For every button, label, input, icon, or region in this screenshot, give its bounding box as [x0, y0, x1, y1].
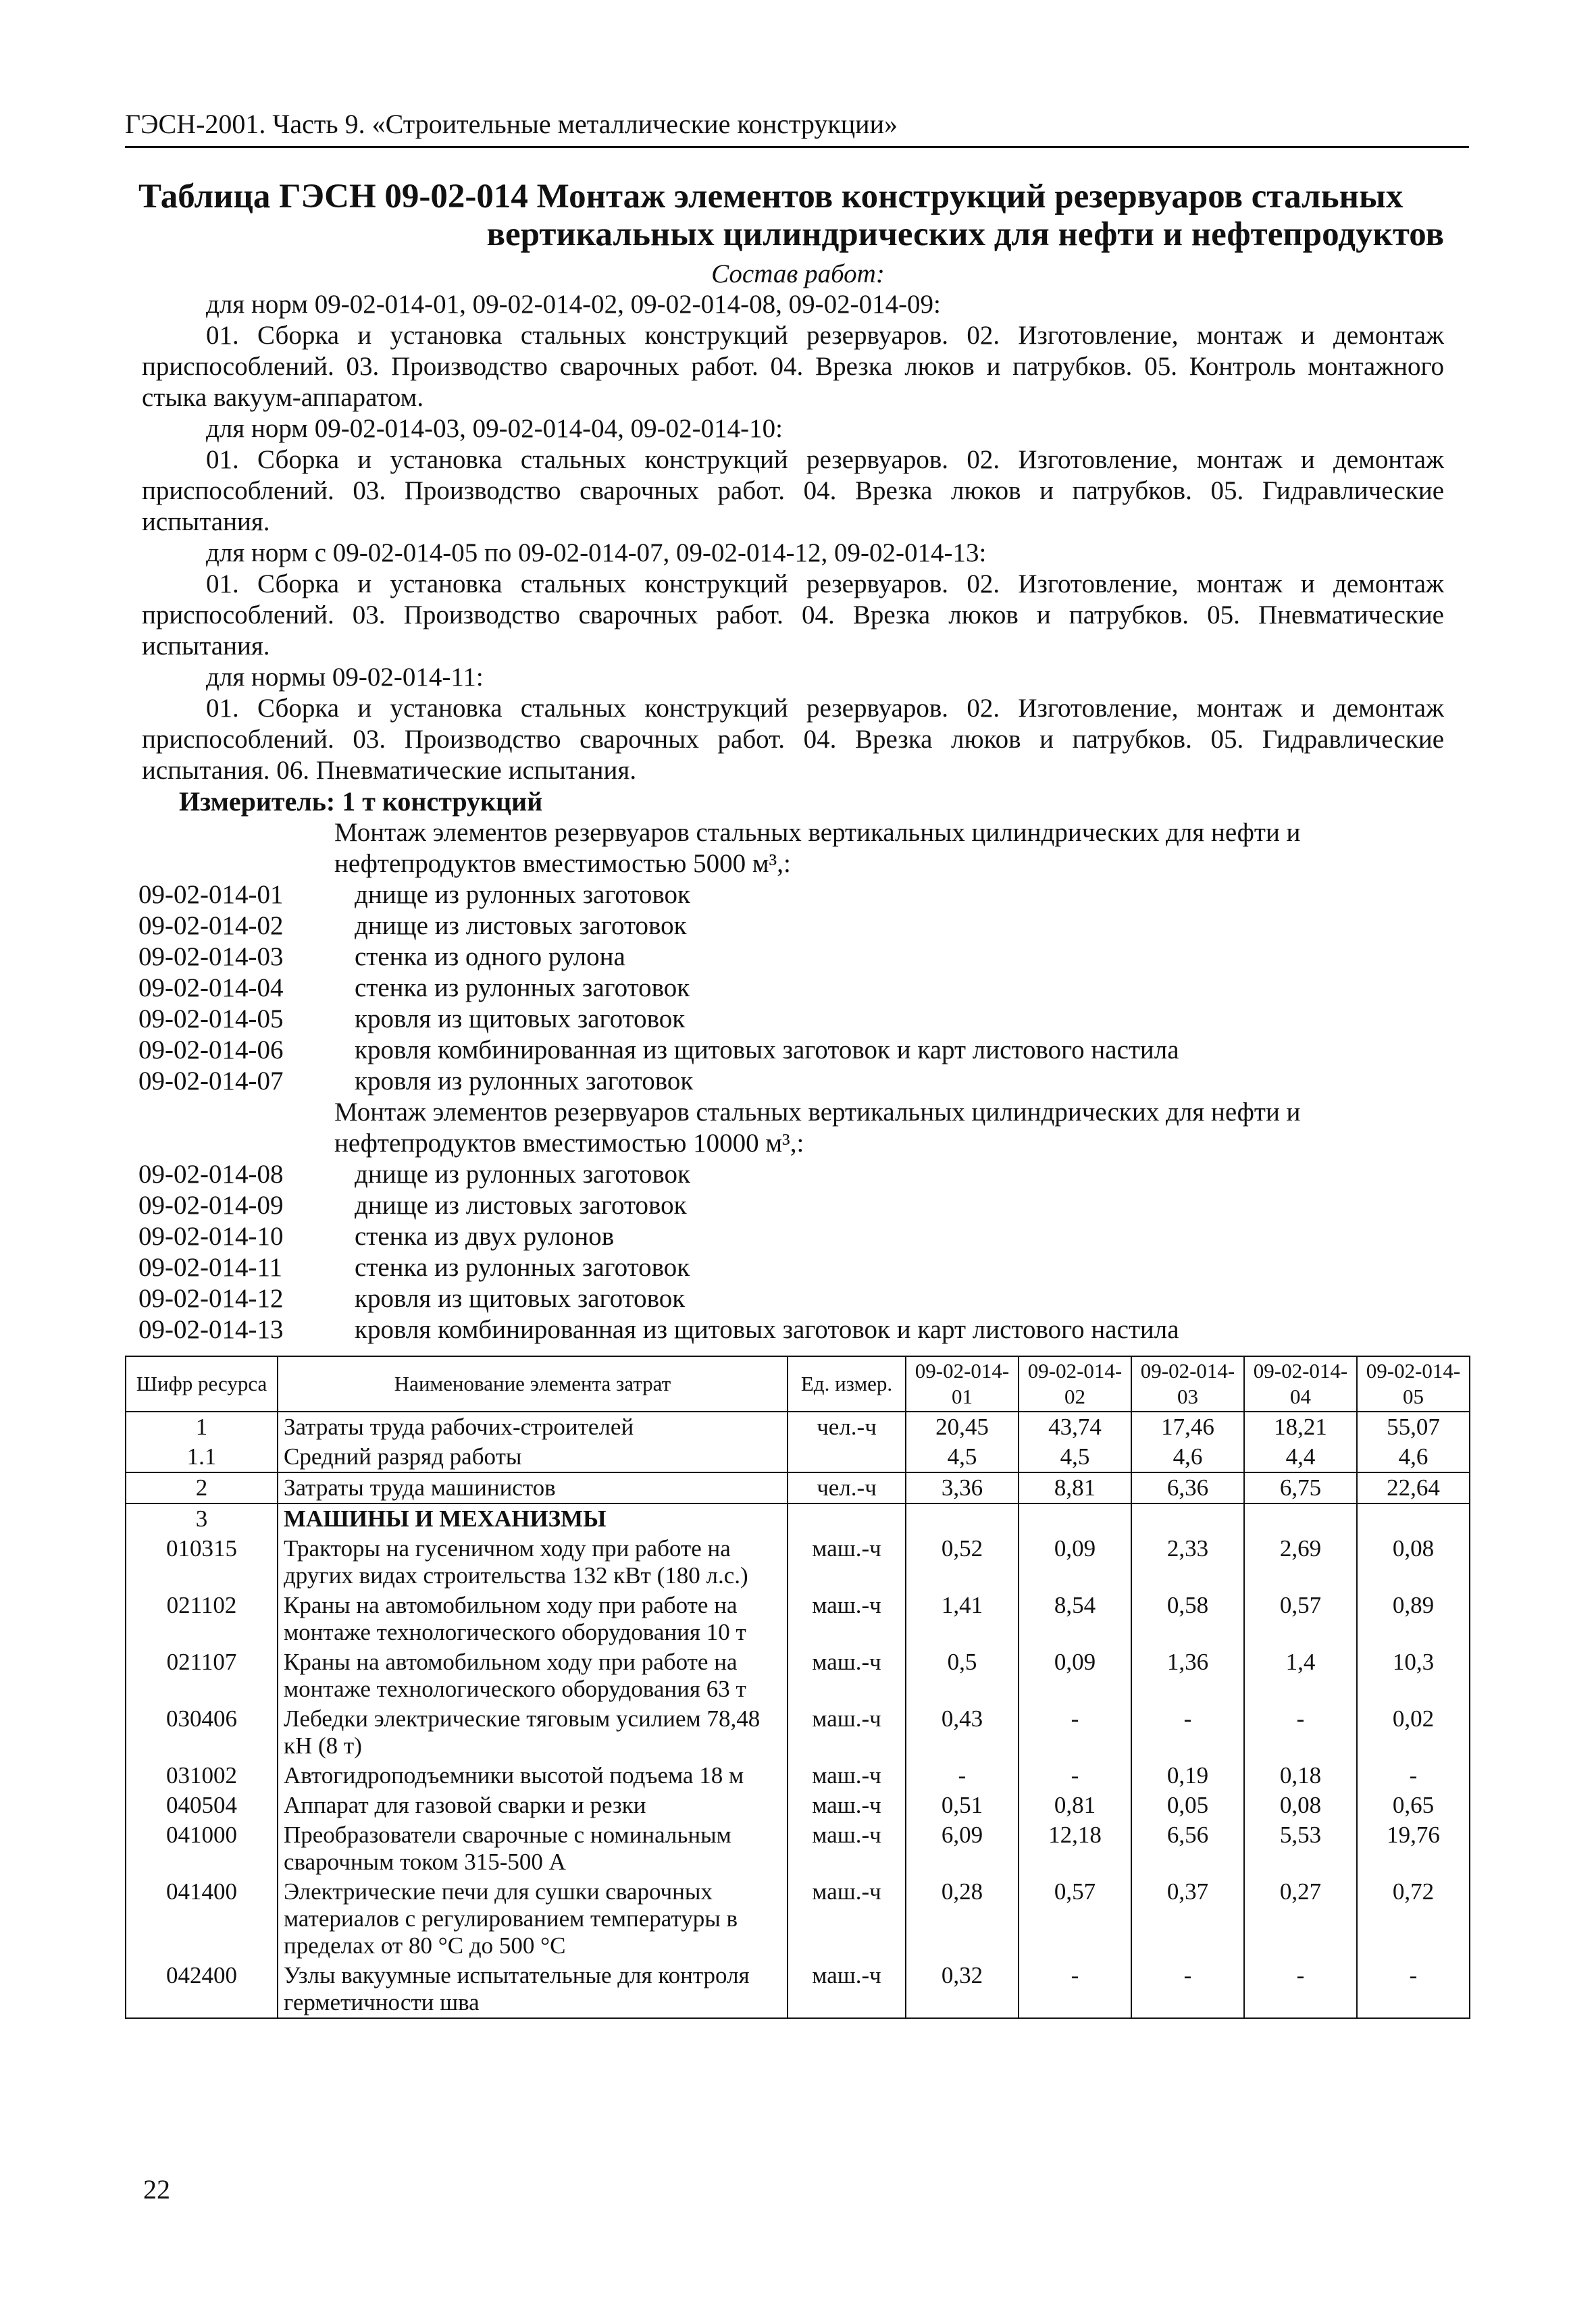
table-row [126, 1503, 1470, 1534]
value-cell [906, 1503, 1019, 1534]
resource-unit: чел.-ч [788, 1412, 906, 1442]
work-composition-3: 01. Сборка и установка стальных конструкций резервуаров. 02. Изготовление, монтаж и демонтаж приспособлений. 03. Производство сварочных работ. 04. Врезка люков и патрубков. 05. Пневматические испытания. [142, 569, 1444, 661]
table-row [126, 1820, 1470, 1877]
table-row [126, 1647, 1470, 1704]
value-cell: - [1131, 1704, 1244, 1761]
value-cell: 20,45 [906, 1412, 1019, 1442]
value-cell: 55,07 [1357, 1412, 1470, 1442]
value-cell: 8,81 [1019, 1472, 1131, 1503]
norm-description: кровля из щитовых заготовок [355, 1284, 686, 1313]
norm-description: кровля из рулонных заготовок [355, 1066, 694, 1096]
resource-code: 041400 [126, 1877, 278, 1961]
col-header-name: Наименование элемента затрат [278, 1356, 788, 1412]
group-1-title: Монтаж элементов резервуаров стальных вертикальных цилиндрических для нефти и нефтепродуктов вместимостью 5000 м³,: [334, 818, 1301, 878]
resource-name: Узлы вакуумные испытательные для контроля герметичности шва [278, 1961, 788, 2018]
value-cell: 3,36 [906, 1472, 1019, 1503]
resource-name: Краны на автомобильном ходу при работе на монтаже технологического оборудования 63 т [278, 1647, 788, 1704]
value-cell: 0,57 [1019, 1877, 1131, 1961]
value-cell: 0,32 [906, 1961, 1019, 2018]
value-cell: 19,76 [1357, 1820, 1470, 1877]
value-cell: 4,5 [1019, 1442, 1131, 1472]
norm-code: 09-02-014-02 [138, 911, 284, 940]
col-header-unit: Ед. измер. [788, 1356, 906, 1412]
norm-description: стенка из одного рулона [355, 942, 625, 971]
resource-unit [788, 1442, 906, 1472]
header-rule [125, 146, 1469, 148]
value-cell: - [1357, 1761, 1470, 1791]
norm-description: стенка из рулонных заготовок [355, 1253, 690, 1282]
norm-code: 09-02-014-09 [138, 1191, 284, 1220]
value-cell: 6,36 [1131, 1472, 1244, 1503]
norm-code: 09-02-014-01 [138, 880, 284, 909]
value-cell: 0,02 [1357, 1704, 1470, 1761]
value-cell: 0,72 [1357, 1877, 1470, 1961]
value-cell: 4,6 [1357, 1442, 1470, 1472]
norm-code: 09-02-014-03 [138, 942, 284, 971]
col-header-norm: 09-02-014-02 [1019, 1356, 1131, 1412]
norm-code: 09-02-014-12 [138, 1284, 284, 1313]
measure-unit: Измеритель: 1 т конструкций [179, 786, 543, 817]
work-composition-heading: Состав работ: [711, 259, 885, 288]
value-cell: 0,57 [1244, 1591, 1357, 1647]
value-cell: - [1019, 1704, 1131, 1761]
norm-code: 09-02-014-06 [138, 1035, 284, 1064]
table-row [126, 1961, 1470, 2018]
resource-code: 040504 [126, 1791, 278, 1820]
value-cell: - [1244, 1961, 1357, 2018]
resource-name: Тракторы на гусеничном ходу при работе на других видах строительства 132 кВт (180 л.с.) [278, 1534, 788, 1591]
table-row [126, 1412, 1470, 1442]
resources-table [125, 1356, 1470, 2019]
value-cell [1244, 1503, 1357, 1534]
resource-code: 2 [126, 1472, 278, 1503]
norm-description: кровля из щитовых заготовок [355, 1004, 686, 1033]
norm-description: днище из листовых заготовок [355, 911, 687, 940]
value-cell: 5,53 [1244, 1820, 1357, 1877]
value-cell: 0,08 [1244, 1791, 1357, 1820]
resource-unit [788, 1503, 906, 1534]
value-cell: - [1131, 1961, 1244, 2018]
value-cell: 22,64 [1357, 1472, 1470, 1503]
value-cell: 0,09 [1019, 1647, 1131, 1704]
value-cell: 2,69 [1244, 1534, 1357, 1591]
section-heading: МАШИНЫ И МЕХАНИЗМЫ [278, 1503, 788, 1534]
value-cell: 12,18 [1019, 1820, 1131, 1877]
value-cell: 8,54 [1019, 1591, 1131, 1647]
value-cell: 0,5 [906, 1647, 1019, 1704]
value-cell: 6,75 [1244, 1472, 1357, 1503]
resource-name: Электрические печи для сушки сварочных материалов с регулированием температуры в пределах от 80 °С до 500 °С [278, 1877, 788, 1961]
value-cell: 0,51 [906, 1791, 1019, 1820]
value-cell: 43,74 [1019, 1412, 1131, 1442]
value-cell: 1,4 [1244, 1647, 1357, 1704]
norm-code: 09-02-014-11 [138, 1253, 283, 1282]
resource-name: Затраты труда рабочих-строителей [278, 1412, 788, 1442]
value-cell [1131, 1503, 1244, 1534]
value-cell: 0,08 [1357, 1534, 1470, 1591]
resource-unit: маш.-ч [788, 1877, 906, 1961]
resource-code: 042400 [126, 1961, 278, 2018]
value-cell: - [1019, 1761, 1131, 1791]
table-header-row [126, 1356, 1470, 1412]
norm-description: кровля комбинированная из щитовых заготовок и карт листового настила [355, 1035, 1179, 1064]
norm-description: днище из листовых заготовок [355, 1191, 687, 1220]
running-header: ГЭСН-2001. Часть 9. «Строительные металлические конструкции» [125, 109, 898, 139]
value-cell: 0,37 [1131, 1877, 1244, 1961]
table-row [126, 1472, 1470, 1503]
table-title-line-2: вертикальных цилиндрических для нефти и нефтепродуктов [486, 215, 1444, 253]
value-cell [1019, 1503, 1131, 1534]
resource-name: Аппарат для газовой сварки и резки [278, 1791, 788, 1820]
value-cell: 10,3 [1357, 1647, 1470, 1704]
col-header-norm: 09-02-014-05 [1357, 1356, 1470, 1412]
value-cell: 18,21 [1244, 1412, 1357, 1442]
work-composition-2: 01. Сборка и установка стальных конструкций резервуаров. 02. Изготовление, монтаж и демонтаж приспособлений. 03. Производство сварочных работ. 04. Врезка люков и патрубков. 05. Гидравлические испытания. [142, 445, 1444, 536]
norms-scope-4: для нормы 09-02-014-11: [206, 663, 484, 692]
norm-description: стенка из рулонных заготовок [355, 973, 690, 1002]
resource-name: Средний разряд работы [278, 1442, 788, 1472]
resource-code: 1.1 [126, 1442, 278, 1472]
resource-unit: маш.-ч [788, 1820, 906, 1877]
value-cell: 0,27 [1244, 1877, 1357, 1961]
value-cell: 0,89 [1357, 1591, 1470, 1647]
resource-code: 010315 [126, 1534, 278, 1591]
norm-code: 09-02-014-07 [138, 1066, 284, 1096]
value-cell: - [1357, 1961, 1470, 2018]
value-cell: 1,36 [1131, 1647, 1244, 1704]
value-cell: - [1244, 1704, 1357, 1761]
value-cell: - [906, 1761, 1019, 1791]
resource-unit: маш.-ч [788, 1704, 906, 1761]
value-cell: 0,05 [1131, 1791, 1244, 1820]
norm-description: кровля комбинированная из щитовых заготовок и карт листового настила [355, 1315, 1179, 1344]
resource-unit: маш.-ч [788, 1791, 906, 1820]
value-cell: 0,65 [1357, 1791, 1470, 1820]
resource-code: 3 [126, 1503, 278, 1534]
resource-unit: маш.-ч [788, 1761, 906, 1791]
value-cell: 0,81 [1019, 1791, 1131, 1820]
value-cell: 0,43 [906, 1704, 1019, 1761]
value-cell: 0,18 [1244, 1761, 1357, 1791]
norm-code: 09-02-014-10 [138, 1222, 284, 1251]
value-cell: 2,33 [1131, 1534, 1244, 1591]
table-row [126, 1704, 1470, 1761]
table-row [126, 1877, 1470, 1961]
norms-scope-1: для норм 09-02-014-01, 09-02-014-02, 09-02-014-08, 09-02-014-09: [206, 290, 941, 319]
norm-description: днище из рулонных заготовок [355, 1160, 690, 1189]
table-title-line-1: Таблица ГЭСН 09-02-014 Монтаж элементов конструкций резервуаров стальных [138, 178, 1404, 215]
col-header-norm: 09-02-014-03 [1131, 1356, 1244, 1412]
col-header-norm: 09-02-014-04 [1244, 1356, 1357, 1412]
table-row [126, 1791, 1470, 1820]
resource-code: 030406 [126, 1704, 278, 1761]
norm-code: 09-02-014-04 [138, 973, 284, 1002]
resource-code: 021107 [126, 1647, 278, 1704]
table-row [126, 1591, 1470, 1647]
norms-scope-3: для норм с 09-02-014-05 по 09-02-014-07, 09-02-014-12, 09-02-014-13: [206, 538, 987, 567]
value-cell: 0,52 [906, 1534, 1019, 1591]
resource-unit: маш.-ч [788, 1961, 906, 2018]
resource-code: 031002 [126, 1761, 278, 1791]
resource-name: Лебедки электрические тяговым усилием 78,48 кН (8 т) [278, 1704, 788, 1761]
resource-unit: маш.-ч [788, 1534, 906, 1591]
resource-unit: маш.-ч [788, 1591, 906, 1647]
resource-name: Преобразователи сварочные с номинальным сварочным током 315-500 А [278, 1820, 788, 1877]
value-cell: 6,56 [1131, 1820, 1244, 1877]
value-cell: 17,46 [1131, 1412, 1244, 1442]
value-cell: 4,5 [906, 1442, 1019, 1472]
norms-scope-2: для норм 09-02-014-03, 09-02-014-04, 09-02-014-10: [206, 414, 783, 443]
norm-code: 09-02-014-08 [138, 1160, 284, 1189]
work-composition-4: 01. Сборка и установка стальных конструкций резервуаров. 02. Изготовление, монтаж и демонтаж приспособлений. 03. Производство сварочных работ. 04. Врезка люков и патрубков. 05. Гидравлические испытания. 06. Пневматические испытания. [142, 694, 1444, 785]
col-header-code: Шифр ресурса [126, 1356, 278, 1412]
resource-code: 041000 [126, 1820, 278, 1877]
norm-code: 09-02-014-05 [138, 1004, 284, 1033]
value-cell: 4,6 [1131, 1442, 1244, 1472]
value-cell: 0,58 [1131, 1591, 1244, 1647]
resource-unit: чел.-ч [788, 1472, 906, 1503]
resource-name: Автогидроподъемники высотой подъема 18 м [278, 1761, 788, 1791]
page-number: 22 [143, 2174, 170, 2205]
value-cell: 1,41 [906, 1591, 1019, 1647]
value-cell: 0,09 [1019, 1534, 1131, 1591]
value-cell: 6,09 [906, 1820, 1019, 1877]
value-cell: - [1019, 1961, 1131, 2018]
norm-description: днище из рулонных заготовок [355, 880, 690, 909]
value-cell [1357, 1503, 1470, 1534]
resource-unit: маш.-ч [788, 1647, 906, 1704]
table-row [126, 1442, 1470, 1472]
value-cell: 4,4 [1244, 1442, 1357, 1472]
value-cell: 0,19 [1131, 1761, 1244, 1791]
table-row [126, 1761, 1470, 1791]
resource-name: Краны на автомобильном ходу при работе на монтаже технологического оборудования 10 т [278, 1591, 788, 1647]
group-2-title: Монтаж элементов резервуаров стальных вертикальных цилиндрических для нефти и нефтепродуктов вместимостью 10000 м³,: [334, 1098, 1301, 1158]
norm-description: стенка из двух рулонов [355, 1222, 615, 1251]
value-cell: 0,28 [906, 1877, 1019, 1961]
resource-code: 1 [126, 1412, 278, 1442]
table-row [126, 1534, 1470, 1591]
resource-name: Затраты труда машинистов [278, 1472, 788, 1503]
resource-code: 021102 [126, 1591, 278, 1647]
norm-code: 09-02-014-13 [138, 1315, 284, 1344]
work-composition-1: 01. Сборка и установка стальных конструкций резервуаров. 02. Изготовление, монтаж и демонтаж приспособлений. 03. Производство сварочных работ. 04. Врезка люков и патрубков. 05. Контроль монтажного стыка вакуум-аппаратом. [142, 321, 1444, 412]
col-header-norm: 09-02-014-01 [906, 1356, 1019, 1412]
